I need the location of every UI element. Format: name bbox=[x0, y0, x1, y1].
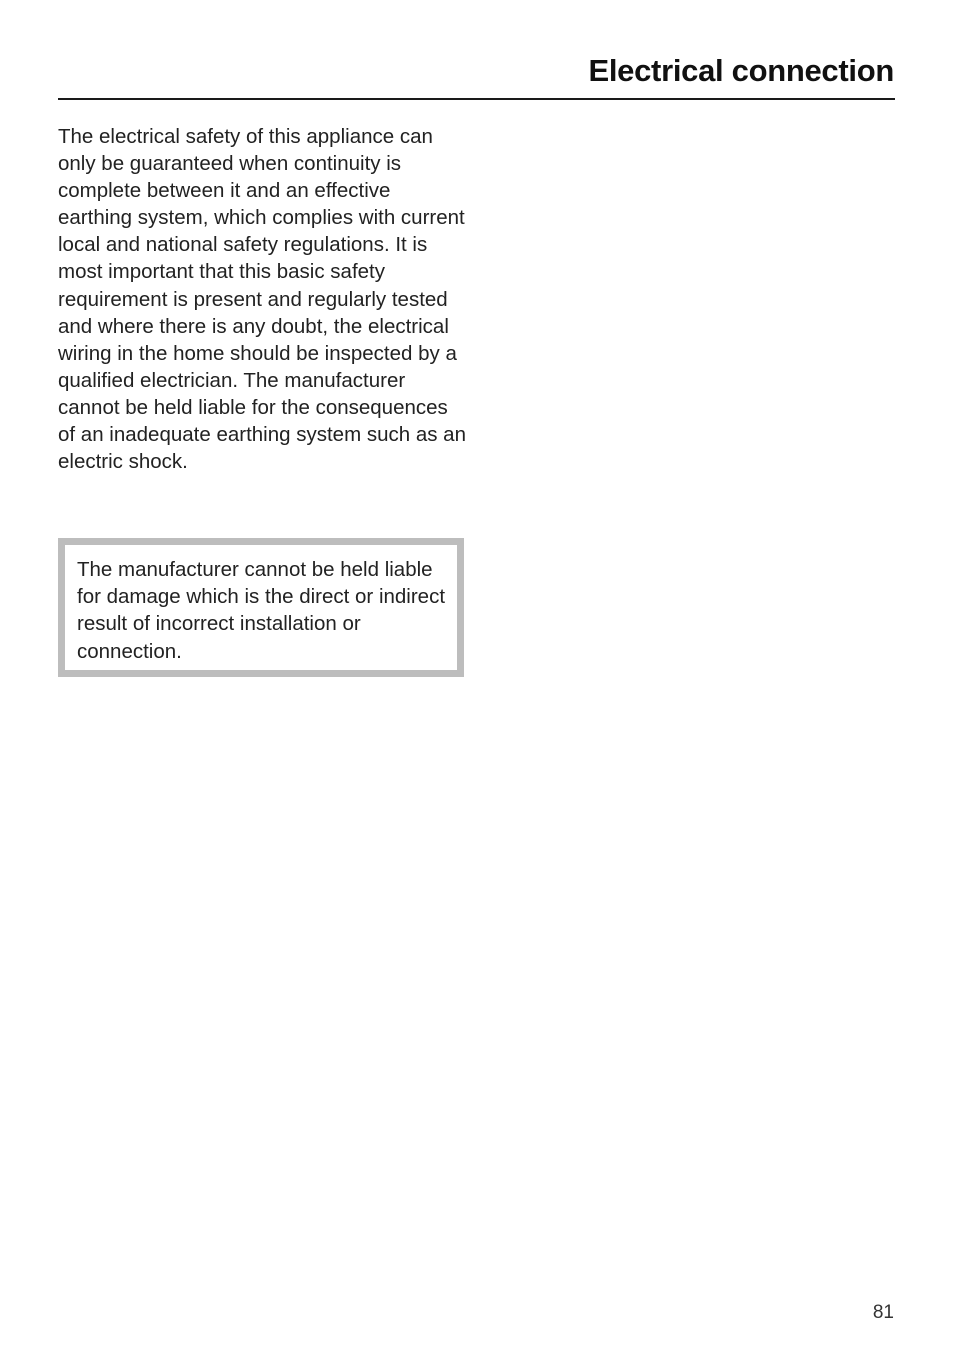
page-title: Electrical connection bbox=[588, 53, 894, 88]
note-box bbox=[58, 538, 464, 677]
page-number: 81 bbox=[872, 1302, 894, 1323]
title-divider bbox=[58, 98, 895, 100]
note-text: The manufacturer cannot be held liable for damage which is the direct or indirect result of incorrect installation or connection. bbox=[77, 558, 446, 663]
body-paragraph: The electrical safety of this appliance can only be guaranteed when continuity is complete between it and an effective earthing system, which complies with current local and national safety regulations. It is most important that this basic safety requirement is present and regularly tested and where there is any doubt, the electrical wiring in the home should be inspected by a qualified electrician. The manufacturer cannot be held liable for the consequences of an inadequate earthing system such as an electric shock. bbox=[58, 125, 466, 474]
